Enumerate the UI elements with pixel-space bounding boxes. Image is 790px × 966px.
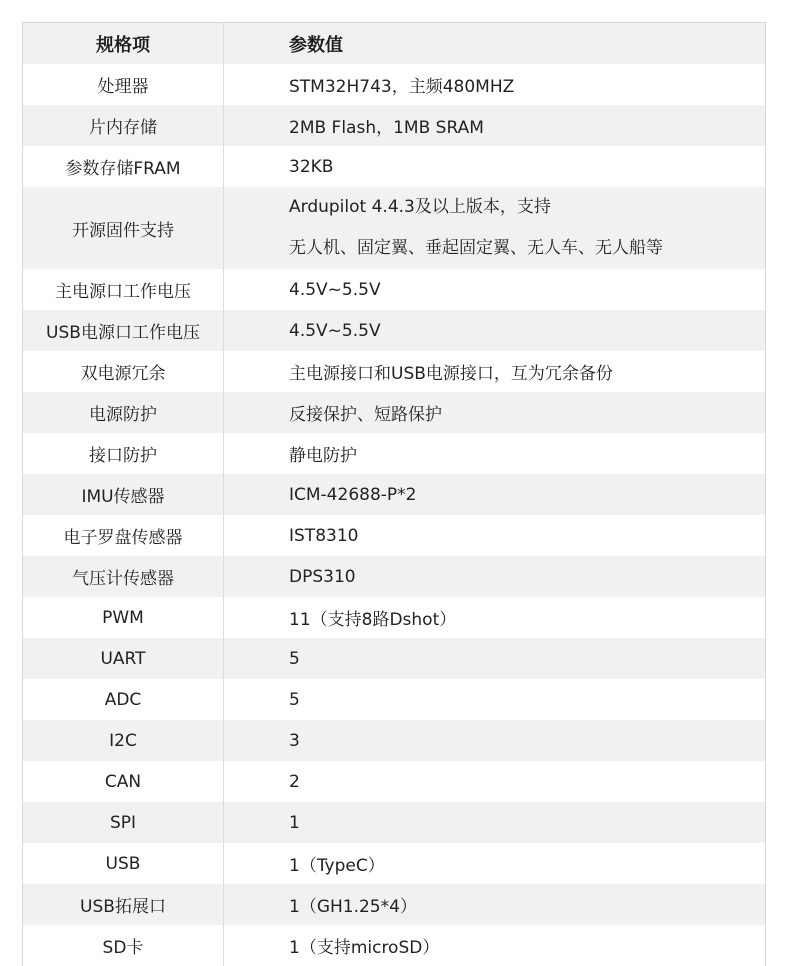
table-body <box>23 64 765 966</box>
spec-value-text: 1（TypeC） <box>289 856 385 876</box>
spec-value-text: 5 <box>289 689 300 710</box>
spec-name-cell: 电源防护 <box>23 392 224 433</box>
spec-value-cell <box>224 638 765 679</box>
spec-value-text: 4.5V~5.5V <box>289 279 381 300</box>
spec-value-text: STM32H743，主频480MHZ <box>289 77 515 97</box>
spec-value-text: 主电源接口和USB电源接口，互为冗余备份 <box>289 364 613 384</box>
spec-value-cell <box>224 761 765 802</box>
spec-name-cell: 接口防护 <box>23 433 224 474</box>
spec-value-cell <box>224 597 765 638</box>
spec-value-text: Ardupilot 4.4.3及以上版本，支持 <box>289 197 551 217</box>
spec-name-cell: SD卡 <box>23 925 224 966</box>
spec-name-cell: IMU传感器 <box>23 474 224 515</box>
spec-name-cell: USB拓展口 <box>23 884 224 925</box>
spec-value-cell <box>224 515 765 556</box>
table-row <box>23 351 765 392</box>
spec-value-text: 32KB <box>289 156 334 177</box>
spec-name-cell: 处理器 <box>23 64 224 105</box>
spec-value-text: 11（支持8路Dshot） <box>289 610 457 630</box>
spec-value-cell <box>224 884 765 925</box>
spec-value-cell <box>224 556 765 597</box>
spec-value-cell <box>224 679 765 720</box>
spec-value-text: 5 <box>289 648 300 669</box>
spec-value-cell <box>224 802 765 843</box>
spec-value-text: 1 <box>289 812 300 833</box>
table-row <box>23 556 765 597</box>
spec-name-cell: 开源固件支持 <box>23 187 224 269</box>
spec-value-text: 静电防护 <box>289 446 357 466</box>
spec-value-text: 1（GH1.25*4） <box>289 897 417 917</box>
spec-name-cell: I2C <box>23 720 224 761</box>
table-row <box>23 187 765 269</box>
spec-value-cell <box>224 433 765 474</box>
spec-value-text: 3 <box>289 730 300 751</box>
table-row <box>23 925 765 966</box>
table-row <box>23 638 765 679</box>
table-row <box>23 105 765 146</box>
spec-value-cell <box>224 64 765 105</box>
spec-value-text: 1（支持microSD） <box>289 938 440 958</box>
table-header-row <box>23 23 765 64</box>
table-row <box>23 720 765 761</box>
spec-name-cell: USB电源口工作电压 <box>23 310 224 351</box>
table-row <box>23 515 765 556</box>
header-spec-item: 规格项 <box>23 23 224 64</box>
spec-name-cell: 电子罗盘传感器 <box>23 515 224 556</box>
table-row <box>23 269 765 310</box>
table-row <box>23 884 765 925</box>
spec-value-cell <box>224 310 765 351</box>
spec-value-text: IST8310 <box>289 525 359 546</box>
spec-value-cell <box>224 474 765 515</box>
spec-name-cell: 参数存储FRAM <box>23 146 224 187</box>
spec-name-cell: 双电源冗余 <box>23 351 224 392</box>
spec-name-cell: PWM <box>23 597 224 638</box>
header-param-value: 参数值 <box>289 34 343 56</box>
spec-value-text: 2 <box>289 771 300 792</box>
spec-name-cell: CAN <box>23 761 224 802</box>
spec-value-text: 反接保护、短路保护 <box>289 405 442 425</box>
table-row <box>23 802 765 843</box>
spec-value-cell <box>224 843 765 884</box>
table-row <box>23 474 765 515</box>
spec-value-text: ICM-42688-P*2 <box>289 484 417 505</box>
spec-value-cell <box>224 351 765 392</box>
spec-name-cell: 片内存储 <box>23 105 224 146</box>
spec-value-text: 4.5V~5.5V <box>289 320 381 341</box>
spec-name-cell: USB <box>23 843 224 884</box>
table-row <box>23 146 765 187</box>
table-row <box>23 392 765 433</box>
spec-name-cell: ADC <box>23 679 224 720</box>
table-row <box>23 597 765 638</box>
table-row <box>23 310 765 351</box>
spec-name-cell: 气压计传感器 <box>23 556 224 597</box>
spec-table <box>22 22 766 966</box>
spec-value-cell <box>224 187 765 269</box>
spec-value-cell <box>224 105 765 146</box>
spec-value-cell <box>224 720 765 761</box>
spec-value-cell <box>224 392 765 433</box>
spec-value-text: 2MB Flash，1MB SRAM <box>289 118 484 138</box>
spec-name-cell: 主电源口工作电压 <box>23 269 224 310</box>
spec-value-cell <box>224 269 765 310</box>
spec-name-cell: SPI <box>23 802 224 843</box>
table-row <box>23 761 765 802</box>
spec-value-cell <box>224 925 765 966</box>
spec-value-text: DPS310 <box>289 566 356 587</box>
table-row <box>23 64 765 105</box>
spec-value-text: 无人机、固定翼、垂起固定翼、无人车、无人船等 <box>289 238 663 258</box>
table-row <box>23 433 765 474</box>
table-row <box>23 843 765 884</box>
table-row <box>23 679 765 720</box>
spec-value-cell <box>224 146 765 187</box>
spec-name-cell: UART <box>23 638 224 679</box>
